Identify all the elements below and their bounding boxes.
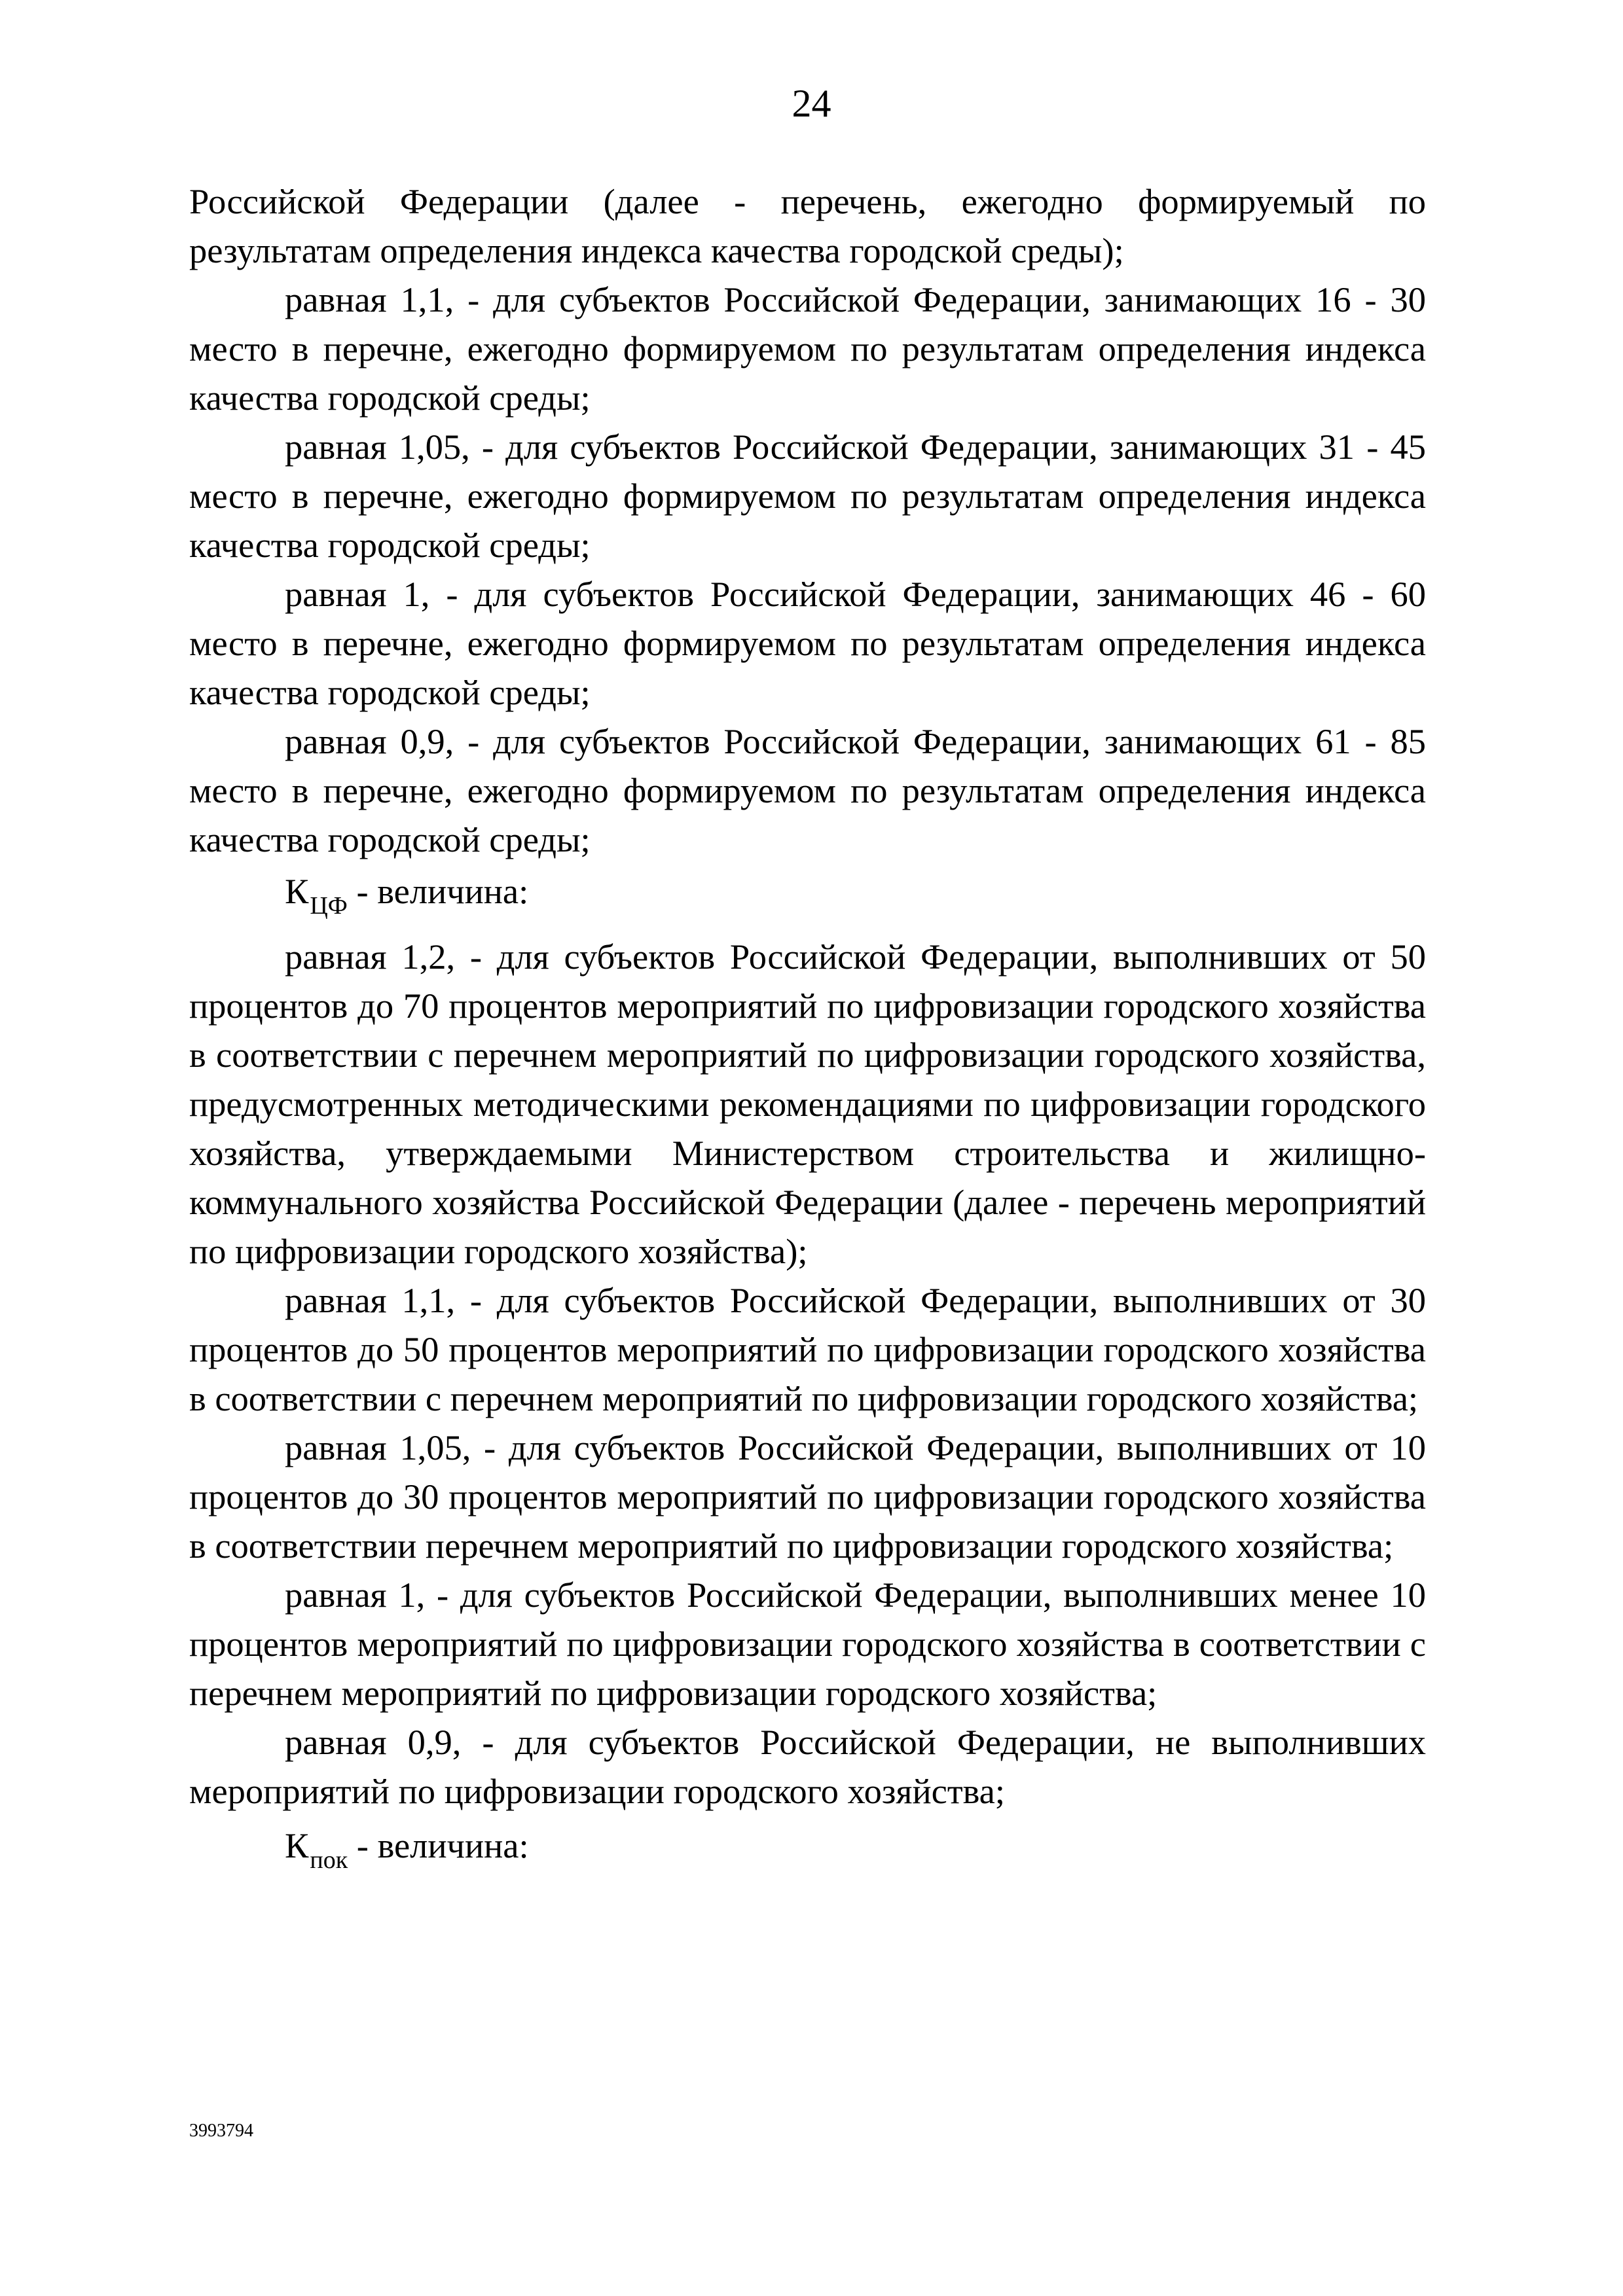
paragraph-cf-none: равная 0,9, - для субъектов Российской Федерации, не выполнивших мероприятий по цифровизации городского хозяйства;: [189, 1722, 1426, 1811]
paragraph-continuation: Российской Федерации (далее - перечень, ежегодно формируемый по результатам определения индекса качества городской среды);: [189, 181, 1426, 270]
document-body: [189, 177, 1426, 1886]
paragraph-cf-10-30: равная 1,05, - для субъектов Российской Федерации, выполнивших от 10 процентов до 30 процентов мероприятий по цифровизации городского хозяйства в соответствии перечнем мероприятий по цифровизации городского хозяйства;: [189, 1427, 1426, 1566]
paragraph-cf-50-70: равная 1,2, - для субъектов Российской Федерации, выполнивших от 50 процентов до 70 процентов мероприятий по цифровизации городского хозяйства в соответствии с перечнем мероприятий по цифровизации городского хозяйства, предусмотренных методическими рекомендациями по цифровизации городского хозяйства, утверждаемыми Министерством строительства и жилищно-коммунального хозяйства Российской Федерации (далее - перечень мероприятий по цифровизации городского хозяйства);: [189, 937, 1426, 1271]
paragraph-rank-31-45: равная 1,05, - для субъектов Российской Федерации, занимающих 31 - 45 место в перечне, ежегодно формируемом по результатам определения индекса качества городской среды;: [189, 427, 1426, 565]
coefficient-symbol: К: [285, 1825, 309, 1865]
coefficient-cf-heading: [189, 867, 1426, 920]
coefficient-subscript: пок: [310, 1846, 348, 1874]
page-number: 24: [792, 82, 831, 125]
paragraph-cf-less-10: равная 1, - для субъектов Российской Федерации, выполнивших менее 10 процентов мероприятий по цифровизации городского хозяйства в соответствии с перечнем мероприятий по цифровизации городского хозяйства;: [189, 1575, 1426, 1713]
paragraph-rank-46-60: равная 1, - для субъектов Российской Федерации, занимающих 46 - 60 место в перечне, ежегодно формируемом по результатам определения индекса качества городской среды;: [189, 574, 1426, 712]
paragraph-cf-30-50: равная 1,1, - для субъектов Российской Федерации, выполнивших от 30 процентов до 50 процентов мероприятий по цифровизации городского хозяйства в соответствии с перечнем мероприятий по цифровизации городского хозяйства;: [189, 1280, 1426, 1418]
coefficient-suffix: - величина:: [347, 871, 529, 911]
coefficient-pok-heading: [189, 1821, 1426, 1874]
coefficient-suffix: - величина:: [348, 1825, 529, 1865]
coefficient-symbol: К: [285, 871, 309, 911]
coefficient-subscript: ЦФ: [310, 892, 348, 920]
paragraph-rank-16-30: равная 1,1, - для субъектов Российской Федерации, занимающих 16 - 30 место в перечне, ежегодно формируемом по результатам определения индекса качества городской среды;: [189, 279, 1426, 418]
document-code: 3993794: [189, 2121, 253, 2141]
paragraph-rank-61-85: равная 0,9, - для субъектов Российской Федерации, занимающих 61 - 85 место в перечне, ежегодно формируемом по результатам определения индекса качества городской среды;: [189, 721, 1426, 859]
